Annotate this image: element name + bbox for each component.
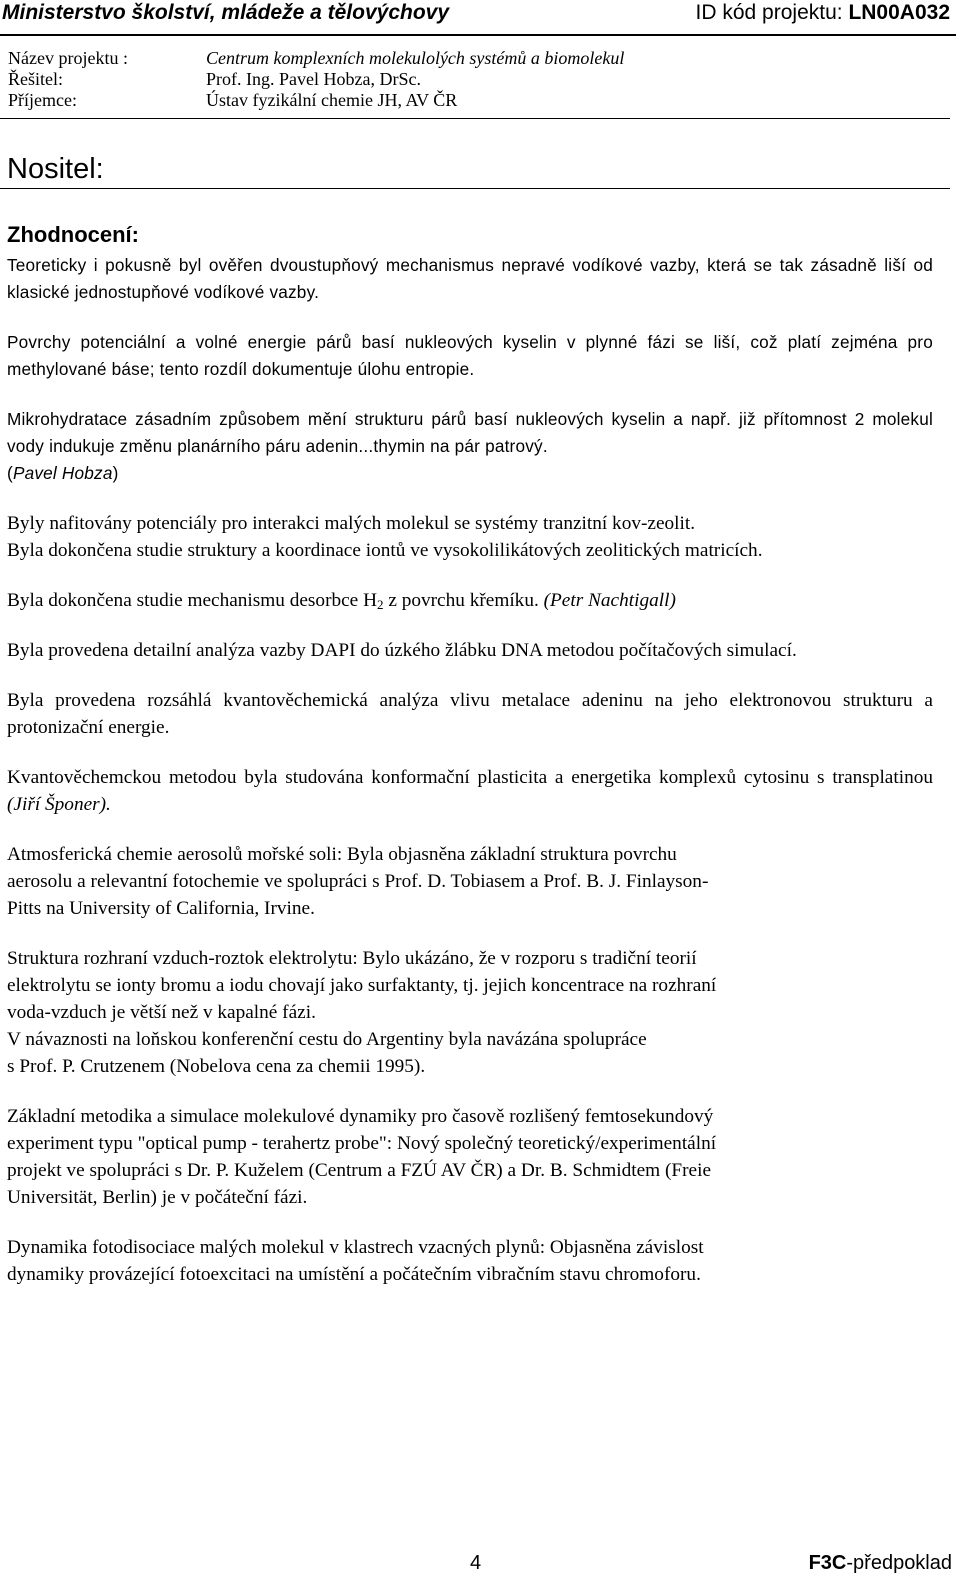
project-name-label: Název projektu : — [8, 48, 128, 68]
paragraph-aerosol — [7, 841, 933, 922]
project-id — [696, 0, 950, 26]
aerosol-line-2: aerosolu a relevantní fotochemie ve spolupráci s Prof. D. Tobiasem a Prof. B. J. Finlayson- — [7, 871, 709, 892]
microhydration-text-a: Mikrohydratace zásadním způsobem mění strukturu párů basí nukleových kyselin a např. — [7, 409, 732, 429]
femtosecond-line-4: Universität, Berlin) je v počáteční fázi. — [7, 1187, 308, 1208]
paragraph-microhydration: Mikrohydratace zásadním způsobem mění strukturu párů basí nukleových kyselin a např. již přítomnost 2 molekul vody indukuje změnu planárního páru adenin...thymin na pár patrový. (Pavel Hobza) — [7, 409, 933, 483]
meta-row-recipient — [8, 90, 956, 111]
meta-row-investigator — [8, 69, 956, 90]
argentina-line-2: s Prof. P. Crutzenem (Nobelova cena za chemii 1995). — [7, 1056, 426, 1077]
page-header — [0, 0, 956, 36]
project-id-value: LN00A032 — [848, 1, 950, 24]
femtosecond-line-1: Základní metodika a simulace molekulové dynamiky pro časově rozlišený femtosekundový — [7, 1106, 714, 1127]
femtosecond-line-3: projekt ve spolupráci s Dr. P. Kuželem (Centrum a FZÚ AV ČR) a Dr. B. Schmidtem (Freie — [7, 1160, 712, 1181]
paragraph-cytosine — [7, 764, 933, 818]
evaluation-body — [7, 252, 933, 1288]
footer-code-rest: -předpoklad — [846, 1552, 952, 1574]
author-nachtigall: (Petr Nachtigall) — [543, 590, 676, 611]
investigator-label: Řešitel: — [8, 69, 63, 89]
paragraph-dapi: Byla provedena detailní analýza vazby DAPI do úzkého žlábku DNA metodou počítačových simulací. — [7, 640, 797, 661]
paragraph-potential-surfaces: Povrchy potenciální a volné energie párů basí nukleových kyselin v plynné fázi se liší, což platí zejména pro methylované báse; tento rozdíl dokumentuje úlohu entropie. — [7, 332, 933, 379]
author-sponer: (Jiří Šponer). — [7, 794, 111, 815]
investigator: Prof. Ing. Pavel Hobza, DrSc. — [206, 69, 421, 89]
paragraph-zeolite-ions: Byla dokončena studie struktury a koordinace iontů ve vysokolilikátových zeolitických matricích. — [7, 540, 763, 561]
meta-divider — [0, 118, 950, 119]
electrolyte-line-2: elektrolytu se ionty bromu a iodu chovají jako surfaktanty, tj. jejich koncentrace na rozhraní — [7, 975, 717, 996]
electrolyte-line-3: voda-vzduch je větší než v kapalné fázi. — [7, 1002, 316, 1023]
recipient: Ústav fyzikální chemie JH, AV ČR — [206, 90, 458, 110]
paragraph-electrolyte — [7, 945, 933, 1080]
ministry-name: Ministerstvo školství, mládeže a tělovýchovy — [2, 1, 450, 24]
footer-code — [809, 1552, 952, 1575]
microhydration-text-b: již přítomnost 2 molekul vody indukuje změnu planárního páru adenin...thymin na pár patrový. — [7, 409, 933, 456]
nositel-heading: Nositel: — [7, 153, 104, 185]
paragraph-hydrogen-bond: Teoreticky i pokusně byl ověřen dvoustupňový mechanismus nepravé vodíkové vazby, která se tak zásadně liší od klasické jednostupňové vodíkové vazby. — [7, 255, 933, 302]
paragraph-photodissociation — [7, 1234, 933, 1288]
paragraph-desorption — [7, 587, 933, 614]
author-hobza: Pavel Hobza — [12, 463, 113, 483]
femtosecond-line-2: experiment typu "optical pump - terahertz probe": Nový společný teoretický/experimentální — [7, 1133, 717, 1154]
paragraph-femtosecond — [7, 1103, 933, 1211]
nositel-divider — [0, 188, 950, 189]
paragraph-adenine: Byla provedena rozsáhlá kvantověchemická analýza vlivu metalace adeninu na jeho elektronovou strukturu a protonizační energie. — [7, 690, 933, 738]
desorption-text-b: z povrchu křemíku. — [383, 590, 544, 611]
aerosol-line-1: Atmosferická chemie aerosolů mořské soli: Byla objasněna základní struktura povrchu — [7, 844, 677, 865]
desorption-subscript: 2 — [377, 597, 384, 612]
meta-row-project-name — [8, 48, 956, 69]
photodissociation-line-2: dynamiky provázející fotoexcitaci na umístění a počátečním vibračním stavu chromoforu. — [7, 1264, 701, 1285]
photodissociation-line-1: Dynamika fotodisociace malých molekul v klastrech vzacných plynů: Objasněna závislost — [7, 1237, 704, 1258]
paragraph-zeolite-potentials: Byly nafitovány potenciály pro interakci malých molekul se systémy tranzitní kov-zeolit. — [7, 513, 696, 534]
electrolyte-line-1: Struktura rozhraní vzduch-roztok elektrolytu: Bylo ukázáno, že v rozporu s tradiční teorií — [7, 948, 697, 969]
cytosine-text: Kvantověchemckou metodou byla studována konformační plasticita a energetika komplexů cytosinu s transplatinou — [7, 767, 933, 788]
evaluation-title: Zhodnocení: — [7, 222, 139, 247]
argentina-line-1: V návaznosti na loňskou konferenční cestu do Argentiny byla navázána spolupráce — [7, 1029, 647, 1050]
recipient-label: Příjemce: — [8, 90, 77, 110]
desorption-text-a: Byla dokončena studie mechanismu desorbce H — [7, 590, 377, 611]
footer-code-bold: F3C — [808, 1552, 847, 1574]
aerosol-line-3: Pitts na University of California, Irvine. — [7, 898, 315, 919]
project-id-label: ID kód projektu: — [695, 1, 849, 24]
project-meta — [8, 48, 956, 111]
page-number: 4 — [470, 1552, 482, 1574]
project-name: Centrum komplexních molekulolých systémů a biomolekul — [206, 48, 625, 68]
